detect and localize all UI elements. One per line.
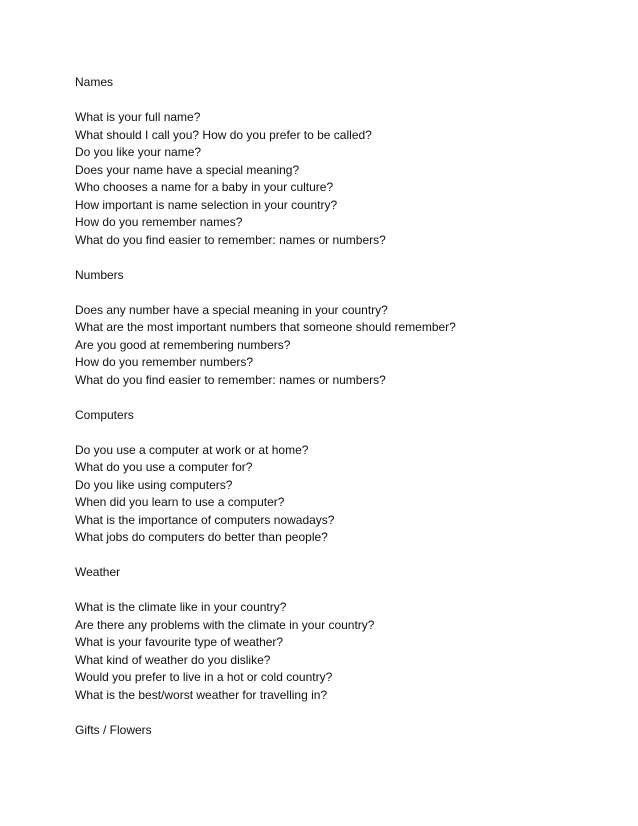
question-line: What is your favourite type of weather? bbox=[75, 635, 284, 649]
question-line: What is the importance of computers nowadays? bbox=[75, 512, 335, 527]
section-names bbox=[75, 74, 615, 267]
question-line: Do you use a computer at work or at home? bbox=[75, 442, 309, 457]
section-heading: Names bbox=[75, 75, 114, 89]
question-line: How do you remember numbers? bbox=[75, 355, 254, 369]
section-heading: Gifts / Flowers bbox=[75, 722, 152, 737]
section-heading: Numbers bbox=[75, 267, 124, 282]
question-line: What do you find easier to remember: names or numbers? bbox=[75, 232, 386, 247]
question-line: Are there any problems with the climate in your country? bbox=[75, 617, 375, 632]
question-line: What do you use a computer for? bbox=[75, 460, 253, 474]
section-heading: Weather bbox=[75, 565, 121, 579]
question-line: Are you good at remembering numbers? bbox=[75, 337, 291, 352]
question-line: Do you like your name? bbox=[75, 145, 202, 159]
section-computers bbox=[75, 407, 615, 565]
section-weather bbox=[75, 564, 615, 722]
question-line: Does any number have a special meaning in your country? bbox=[75, 302, 388, 317]
question-line: What jobs do computers do better than people? bbox=[75, 530, 328, 544]
section-gifts-flowers bbox=[75, 722, 615, 740]
question-line: Who chooses a name for a baby in your culture? bbox=[75, 180, 334, 194]
question-line: What should I call you? How do you prefer to be called? bbox=[75, 127, 372, 142]
section-numbers bbox=[75, 267, 615, 407]
question-line: Would you prefer to live in a hot or cold country? bbox=[75, 670, 333, 684]
section-heading: Computers bbox=[75, 407, 134, 422]
question-line: What is the climate like in your country? bbox=[75, 600, 287, 614]
section-spacer bbox=[75, 249, 615, 267]
question-line: How important is name selection in your country? bbox=[75, 197, 338, 212]
question-line: How do you remember names? bbox=[75, 215, 243, 229]
question-line: What is your full name? bbox=[75, 110, 201, 124]
question-line: What is the best/worst weather for travelling in? bbox=[75, 687, 328, 702]
section-spacer bbox=[75, 547, 615, 565]
question-line: What kind of weather do you dislike? bbox=[75, 652, 271, 667]
question-line: What are the most important numbers that someone should remember? bbox=[75, 320, 456, 334]
document-page bbox=[75, 74, 615, 757]
section-spacer bbox=[75, 389, 615, 407]
section-spacer bbox=[75, 704, 615, 722]
question-line: Does your name have a special meaning? bbox=[75, 162, 300, 177]
question-line: What do you find easier to remember: names or numbers? bbox=[75, 372, 386, 387]
question-line: When did you learn to use a computer? bbox=[75, 495, 285, 509]
question-line: Do you like using computers? bbox=[75, 477, 233, 492]
